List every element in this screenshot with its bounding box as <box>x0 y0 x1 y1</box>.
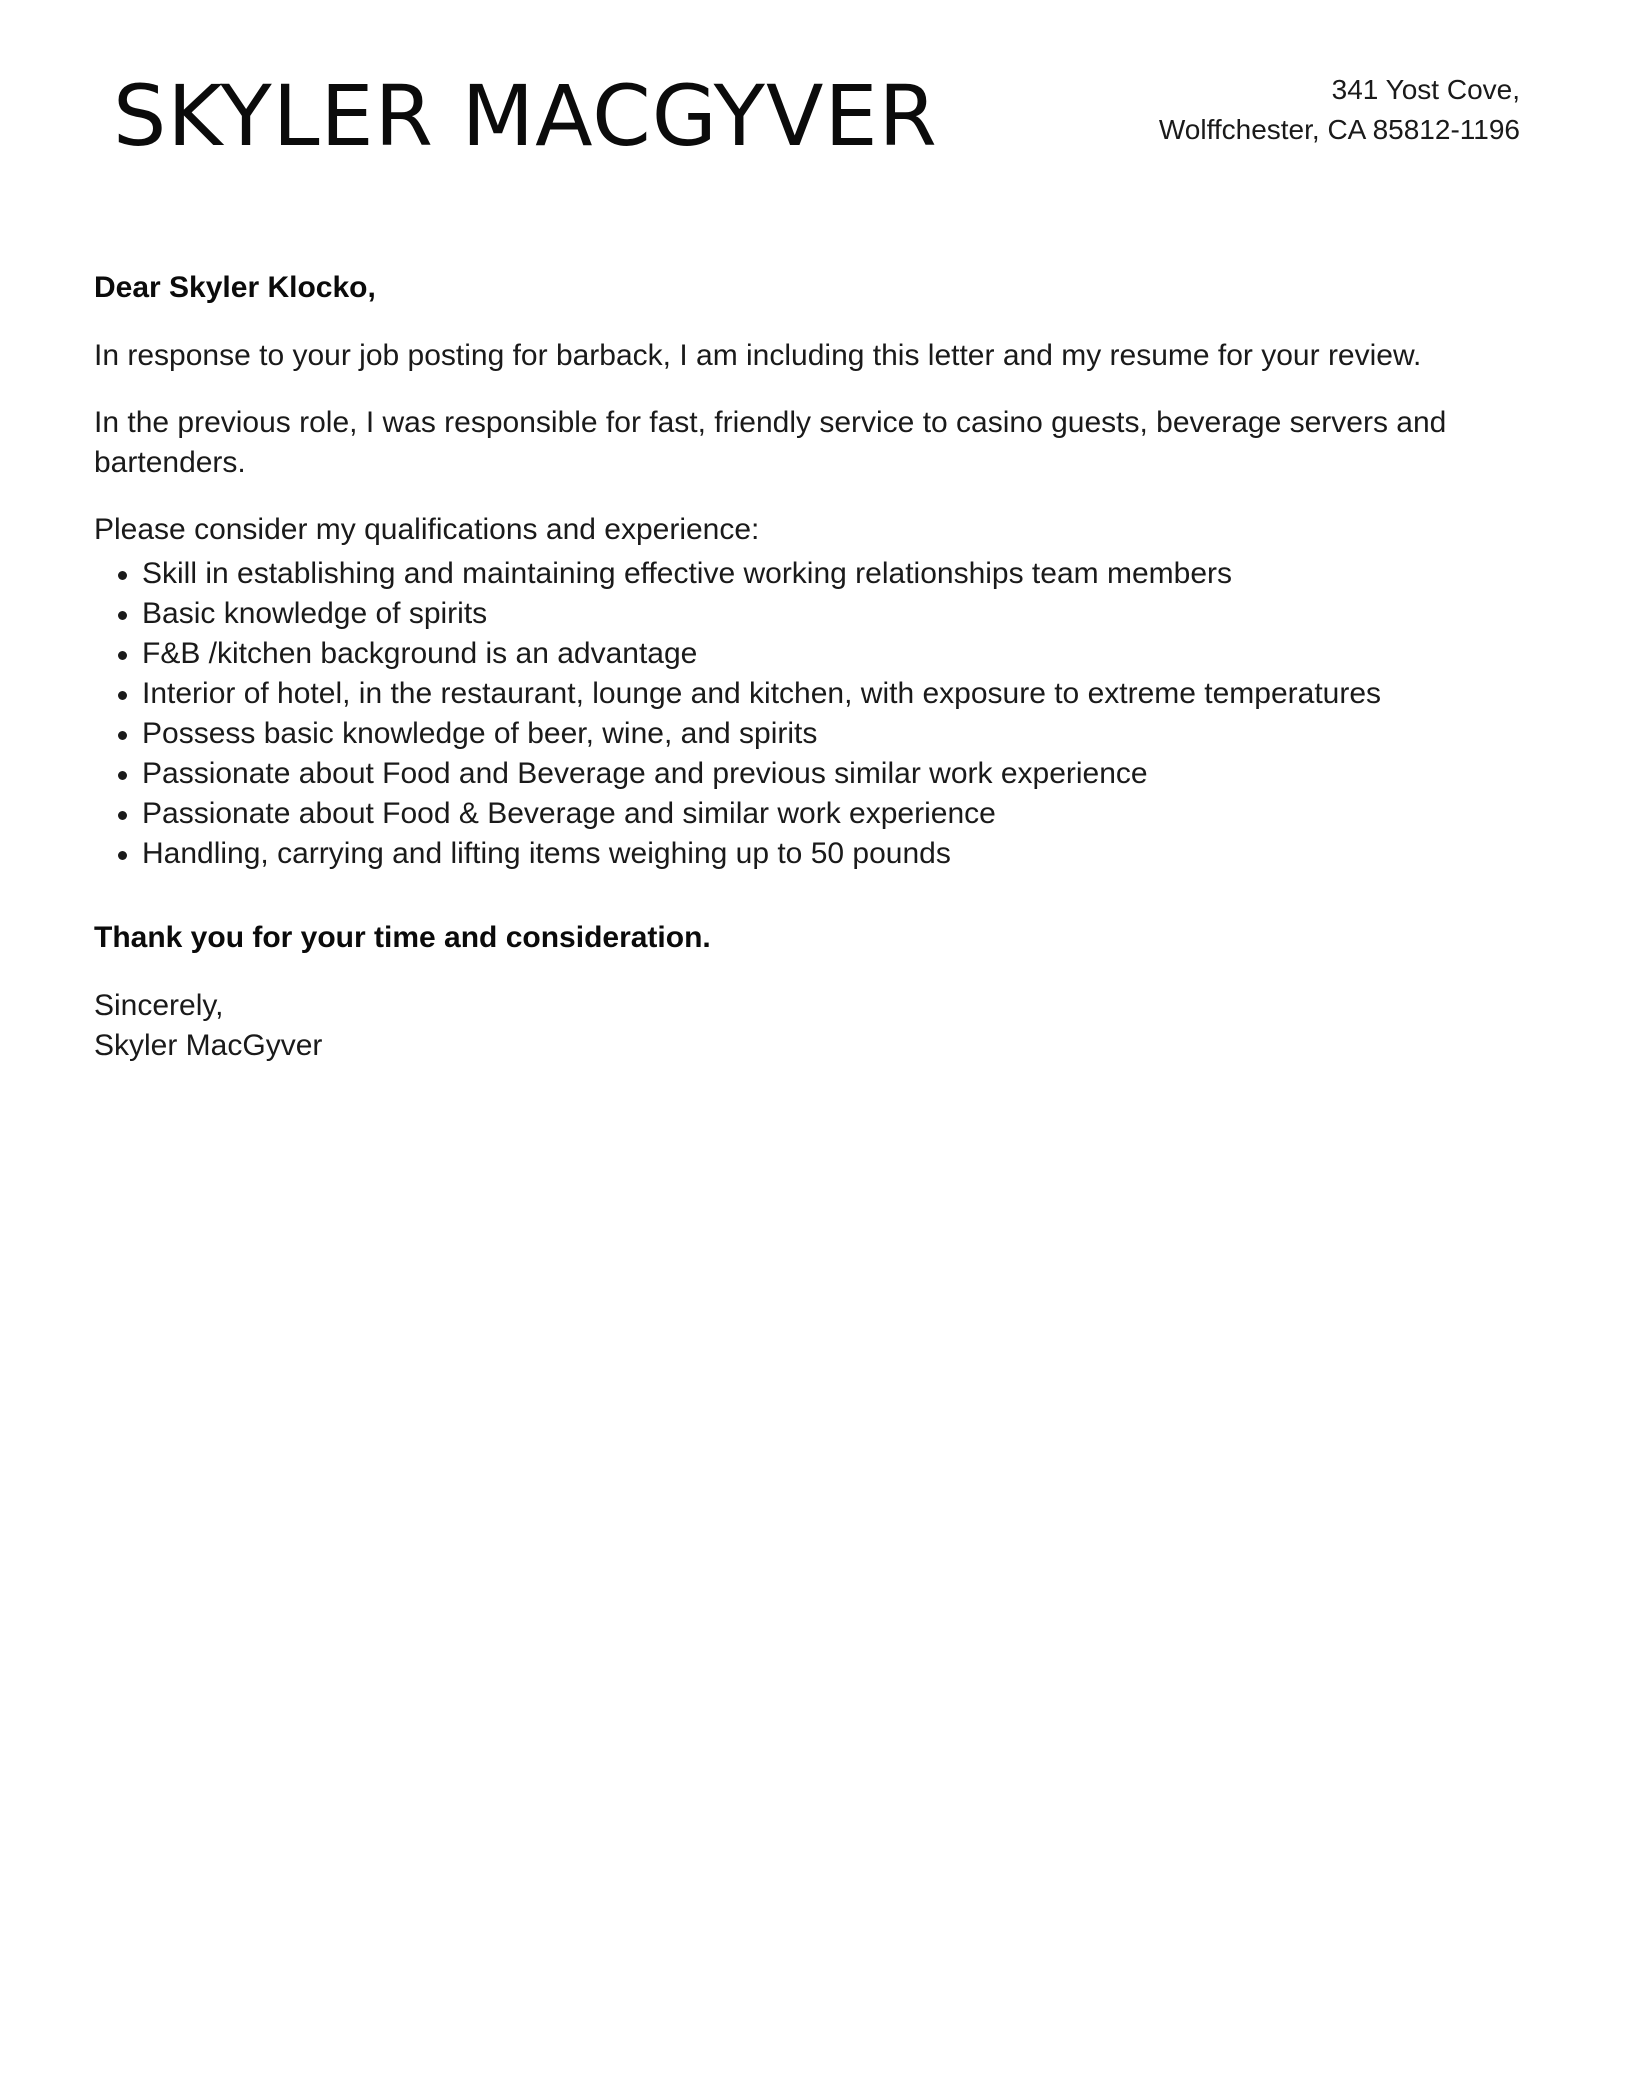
bullet-icon <box>118 771 127 780</box>
list-item <box>94 834 1534 874</box>
qualifications-intro: Please consider my qualifications and experience: <box>94 513 760 546</box>
list-item <box>94 714 1534 754</box>
qualification-text: Passionate about Food and Beverage and previous similar work experience <box>142 757 1148 790</box>
letter-closing <box>94 986 1534 1066</box>
list-item <box>94 554 1534 594</box>
address-line-1: 341 Yost Cove, <box>1331 74 1520 105</box>
closing-phrase: Sincerely, <box>94 989 224 1022</box>
list-item <box>94 794 1534 834</box>
bullet-icon <box>118 571 127 580</box>
qualification-text: Handling, carrying and lifting items weighing up to 50 pounds <box>142 837 951 870</box>
applicant-name: SKYLER MACGYVER <box>113 67 938 165</box>
experience-paragraph-line-2: bartenders. <box>94 446 246 479</box>
qualifications-list <box>94 554 1534 874</box>
letter-header <box>0 0 1632 200</box>
experience-paragraph-line-1: In the previous role, I was responsible for fast, friendly service to casino guests, beverage servers and <box>94 406 1447 439</box>
list-item <box>94 754 1534 794</box>
qualification-text: F&B /kitchen background is an advantage <box>142 637 698 670</box>
list-item <box>94 634 1534 674</box>
intro-paragraph: In response to your job posting for barback, I am including this letter and my resume for your review. <box>94 339 1422 372</box>
experience-paragraph <box>94 403 1534 483</box>
qualification-text: Skill in establishing and maintaining effective working relationships team members <box>142 557 1232 590</box>
bullet-icon <box>118 651 127 660</box>
bullet-icon <box>118 811 127 820</box>
letter-body <box>94 268 1534 1066</box>
applicant-address <box>1159 70 1520 150</box>
qualification-text: Possess basic knowledge of beer, wine, and spirits <box>142 717 818 750</box>
bullet-icon <box>118 691 127 700</box>
salutation: Dear Skyler Klocko, <box>94 271 376 304</box>
list-item <box>94 674 1534 714</box>
bullet-icon <box>118 611 127 620</box>
address-line-2: Wolffchester, CA 85812-1196 <box>1158 114 1520 145</box>
bullet-icon <box>118 851 127 860</box>
qualification-text: Interior of hotel, in the restaurant, lounge and kitchen, with exposure to extreme temperatures <box>142 677 1382 710</box>
qualification-text: Basic knowledge of spirits <box>142 597 488 630</box>
list-item <box>94 594 1534 634</box>
qualification-text: Passionate about Food & Beverage and similar work experience <box>142 797 996 830</box>
thank-you-line: Thank you for your time and consideration. <box>94 921 711 954</box>
bullet-icon <box>118 731 127 740</box>
signature-name: Skyler MacGyver <box>94 1029 323 1062</box>
